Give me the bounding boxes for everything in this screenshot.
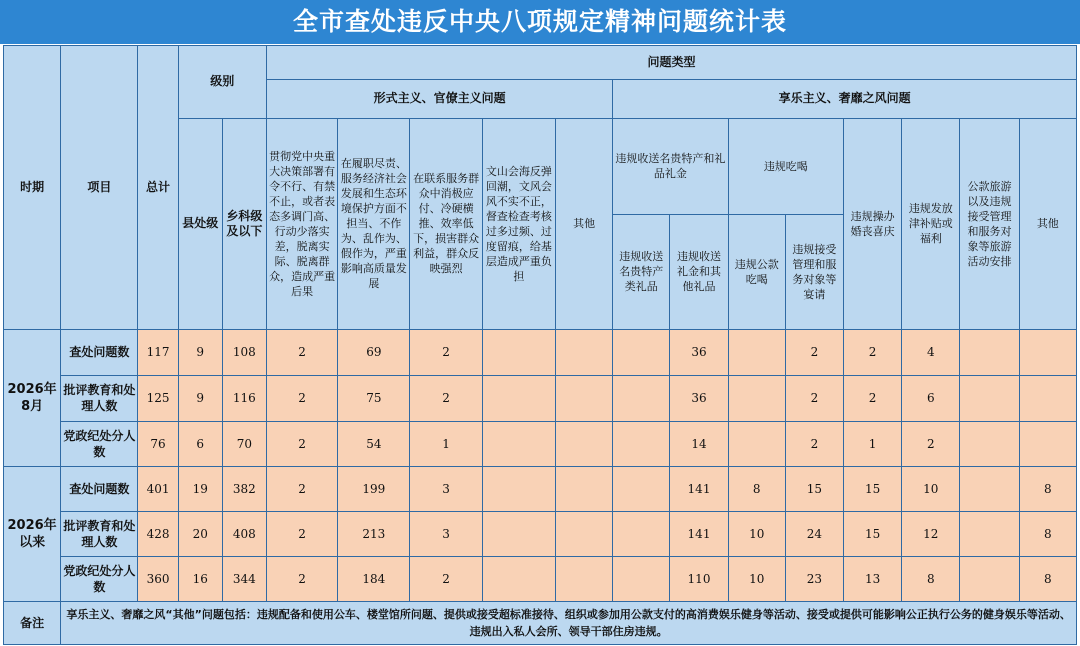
value-cell-other — [1019, 421, 1076, 466]
value-cell-total: 117 — [138, 329, 178, 375]
value-cell-county: 16 — [178, 556, 222, 601]
value-cell-eat-a: 10 — [728, 556, 785, 601]
value-cell-allow: 10 — [902, 466, 960, 511]
value-cell-eat-b: 2 — [785, 421, 843, 466]
value-cell-gift-b: 110 — [670, 556, 728, 601]
value-cell-eat-a — [728, 375, 785, 421]
value-cell-f1: 2 — [266, 329, 337, 375]
value-cell-wed: 15 — [844, 466, 902, 511]
table-row — [4, 466, 1077, 511]
value-cell-eat-a: 8 — [728, 466, 785, 511]
item-cell: 查处问题数 — [61, 329, 138, 375]
table-header — [4, 46, 1077, 330]
value-cell-eat-b: 2 — [785, 375, 843, 421]
item-cell: 党政纪处分人数 — [61, 556, 138, 601]
value-cell-allow: 8 — [902, 556, 960, 601]
header-formalism-2: 在履职尽责、服务经济社会发展和生态环境保护方面不担当、不作为、乱作为、假作为，严重影响高质量发展 — [338, 118, 410, 329]
period-cell: 2026年以来 — [4, 466, 61, 601]
value-cell-f2: 54 — [338, 421, 410, 466]
value-cell-eat-a — [728, 329, 785, 375]
header-township-level: 乡科级及以下 — [222, 118, 266, 329]
value-cell-allow: 4 — [902, 329, 960, 375]
value-cell-gift-a — [613, 511, 670, 556]
value-cell-wed: 1 — [844, 421, 902, 466]
value-cell-township: 344 — [222, 556, 266, 601]
header-formalism-4: 文山会海反弹回潮，文风会风不实不正，督查检查考核过多过频、过度留痕，给基层造成严重负担 — [482, 118, 555, 329]
value-cell-f4 — [482, 466, 555, 511]
header-wedding-funeral: 违规操办婚丧喜庆 — [844, 118, 902, 329]
value-cell-f4 — [482, 329, 555, 375]
value-cell-f1: 2 — [266, 511, 337, 556]
value-cell-township: 116 — [222, 375, 266, 421]
value-cell-f4 — [482, 421, 555, 466]
value-cell-travel — [960, 556, 1019, 601]
value-cell-wed: 15 — [844, 511, 902, 556]
value-cell-f3: 3 — [410, 511, 482, 556]
value-cell-county: 9 — [178, 329, 222, 375]
value-cell-f1: 2 — [266, 556, 337, 601]
table-row — [4, 421, 1077, 466]
value-cell-f4 — [482, 375, 555, 421]
value-cell-allow: 6 — [902, 375, 960, 421]
value-cell-f1: 2 — [266, 375, 337, 421]
header-formalism-other: 其他 — [556, 118, 613, 329]
value-cell-f2: 75 — [338, 375, 410, 421]
value-cell-f3: 2 — [410, 329, 482, 375]
value-cell-other: 8 — [1019, 556, 1076, 601]
value-cell-total: 401 — [138, 466, 178, 511]
value-cell-f2: 213 — [338, 511, 410, 556]
value-cell-eat-b: 15 — [785, 466, 843, 511]
value-cell-eat-b: 2 — [785, 329, 843, 375]
value-cell-total: 360 — [138, 556, 178, 601]
value-cell-f1: 2 — [266, 421, 337, 466]
header-allowance: 违规发放津补贴或福利 — [902, 118, 960, 329]
item-cell: 批评教育和处理人数 — [61, 511, 138, 556]
value-cell-gift-a — [613, 375, 670, 421]
period-cell: 2026年8月 — [4, 329, 61, 466]
header-eating: 违规吃喝 — [728, 118, 843, 214]
item-cell: 批评教育和处理人数 — [61, 375, 138, 421]
table-body — [4, 329, 1077, 601]
value-cell-eat-b: 24 — [785, 511, 843, 556]
value-cell-eat-b: 23 — [785, 556, 843, 601]
value-cell-gift-a — [613, 556, 670, 601]
value-cell-county: 9 — [178, 375, 222, 421]
item-cell: 查处问题数 — [61, 466, 138, 511]
value-cell-county: 19 — [178, 466, 222, 511]
value-cell-wed: 13 — [844, 556, 902, 601]
value-cell-eat-a: 10 — [728, 511, 785, 556]
value-cell-eat-a — [728, 421, 785, 466]
value-cell-f5 — [556, 421, 613, 466]
value-cell-f2: 184 — [338, 556, 410, 601]
value-cell-other: 8 — [1019, 466, 1076, 511]
header-formalism-3: 在联系服务群众中消极应付、冷硬横推、效率低下，损害群众利益，群众反映强烈 — [410, 118, 482, 329]
value-cell-wed: 2 — [844, 329, 902, 375]
value-cell-f5 — [556, 466, 613, 511]
header-formalism-1: 贯彻党中央重大决策部署有令不行、有禁不止，或者表态多调门高、行动少落实差，脱离实际、脱离群众，造成严重后果 — [266, 118, 337, 329]
value-cell-township: 408 — [222, 511, 266, 556]
value-cell-gift-a — [613, 329, 670, 375]
value-cell-travel — [960, 466, 1019, 511]
value-cell-other — [1019, 375, 1076, 421]
value-cell-county: 6 — [178, 421, 222, 466]
value-cell-f1: 2 — [266, 466, 337, 511]
header-eating-banquet: 违规接受管理和服务对象等宴请 — [785, 214, 843, 329]
header-county-level: 县处级 — [178, 118, 222, 329]
header-eating-public: 违规公款吃喝 — [728, 214, 785, 329]
table-row — [4, 375, 1077, 421]
table-row — [4, 511, 1077, 556]
statistics-table — [3, 45, 1077, 645]
value-cell-travel — [960, 375, 1019, 421]
note-label: 备注 — [4, 601, 61, 644]
table-row — [4, 329, 1077, 375]
value-cell-township: 70 — [222, 421, 266, 466]
value-cell-allow: 2 — [902, 421, 960, 466]
value-cell-township: 108 — [222, 329, 266, 375]
header-travel: 公款旅游以及违规接受管理和服务对象等旅游活动安排 — [960, 118, 1019, 329]
value-cell-gift-b: 36 — [670, 329, 728, 375]
value-cell-other — [1019, 329, 1076, 375]
header-gift: 违规收送名贵特产和礼品礼金 — [613, 118, 728, 214]
header-period: 时期 — [4, 46, 61, 330]
header-formalism: 形式主义、官僚主义问题 — [266, 79, 612, 118]
header-total: 总计 — [138, 46, 178, 330]
value-cell-f5 — [556, 375, 613, 421]
header-item: 项目 — [61, 46, 138, 330]
value-cell-f3: 2 — [410, 375, 482, 421]
value-cell-county: 20 — [178, 511, 222, 556]
value-cell-total: 76 — [138, 421, 178, 466]
value-cell-wed: 2 — [844, 375, 902, 421]
value-cell-travel — [960, 421, 1019, 466]
value-cell-f4 — [482, 556, 555, 601]
value-cell-f2: 199 — [338, 466, 410, 511]
value-cell-f5 — [556, 329, 613, 375]
table-footer — [4, 601, 1077, 644]
value-cell-gift-b: 141 — [670, 511, 728, 556]
value-cell-other: 8 — [1019, 511, 1076, 556]
value-cell-gift-b: 36 — [670, 375, 728, 421]
header-gift-specialty: 违规收送名贵特产类礼品 — [613, 214, 670, 329]
value-cell-f3: 1 — [410, 421, 482, 466]
value-cell-gift-a — [613, 466, 670, 511]
table-row — [4, 556, 1077, 601]
value-cell-f3: 2 — [410, 556, 482, 601]
header-problem-type: 问题类型 — [266, 46, 1076, 80]
value-cell-gift-b: 141 — [670, 466, 728, 511]
value-cell-f5 — [556, 511, 613, 556]
header-hedonism: 享乐主义、奢靡之风问题 — [613, 79, 1077, 118]
value-cell-f3: 3 — [410, 466, 482, 511]
value-cell-total: 428 — [138, 511, 178, 556]
value-cell-gift-a — [613, 421, 670, 466]
note-text: 享乐主义、奢靡之风“其他”问题包括：违规配备和使用公车、楼堂馆所问题、提供或接受超标准接待、组织或参加用公款支付的高消费娱乐健身等活动、接受或提供可能影响公正执行公务的健身娱乐等活动、违规出入私人会所、领导干部住房违规。 — [61, 601, 1077, 644]
value-cell-township: 382 — [222, 466, 266, 511]
value-cell-f5 — [556, 556, 613, 601]
value-cell-f2: 69 — [338, 329, 410, 375]
value-cell-f4 — [482, 511, 555, 556]
value-cell-travel — [960, 511, 1019, 556]
table-title: 全市查处违反中央八项规定精神问题统计表 — [0, 0, 1080, 44]
value-cell-allow: 12 — [902, 511, 960, 556]
header-level: 级别 — [178, 46, 266, 119]
value-cell-total: 125 — [138, 375, 178, 421]
value-cell-gift-b: 14 — [670, 421, 728, 466]
value-cell-travel — [960, 329, 1019, 375]
header-hedonism-other: 其他 — [1019, 118, 1076, 329]
header-gift-cash: 违规收送礼金和其他礼品 — [670, 214, 728, 329]
item-cell: 党政纪处分人数 — [61, 421, 138, 466]
